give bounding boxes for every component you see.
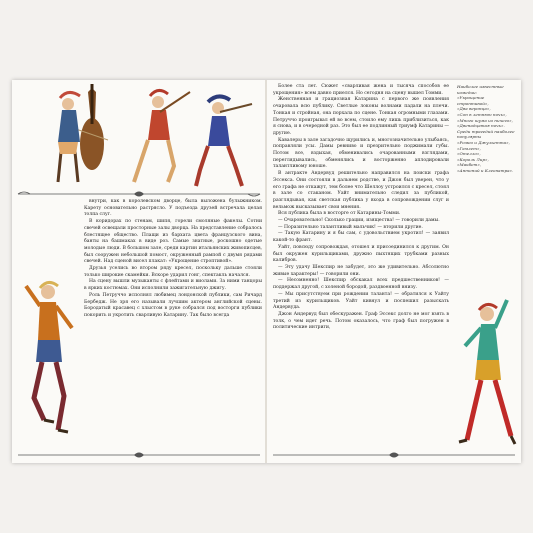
right-page <box>267 80 521 463</box>
musicians-illustration <box>40 82 260 192</box>
side-note-line: «Двенадцатая ночь». <box>457 123 505 129</box>
side-note-line: «Много шума из ничего», <box>457 117 513 123</box>
paragraph: В антракте Андервуд решительно направился на поиски графа Эссекса. Они состояли в дальнем родстве, и Джон был уверен, что у его графа не откажут, тем более что Шеллоу устроился с кресел, стоял в зале со стаканом. Уайт внимательно следил за публикой, разглядывая, как светская публика у входа в сопровождении слуг и вельмож высказывает свои мнения. <box>273 171 449 210</box>
side-note-line: «Два веронца», <box>457 106 491 112</box>
side-note-line: «Макбет», <box>457 162 482 168</box>
side-note-line: Наиболее известные комедии: <box>457 84 504 95</box>
dancer-right-illustration <box>455 290 517 455</box>
right-page-text-top <box>273 84 449 332</box>
left-page <box>12 80 266 463</box>
paragraph: Более ста лет. Сюжет «сварливая жена и тысяча способов ее укрощения» всем давно приелся. Но сегодня на сцену вышел Томми. <box>273 84 449 96</box>
paragraph: На сцену вышли музыканты с флейтами и виолами. За ними танцоры в ярких костюмах. Они исполнили зажигательную джигу. <box>84 279 262 292</box>
paragraph: Уайт, повсюду сопровождая, отошел и присоединился к другим. Он был окружен курильщиками, дружно пыхтящих трубками разных калибров. <box>273 244 449 264</box>
side-note-line: «Антоний и Клеопатра». <box>457 167 514 173</box>
side-note-line: «Укрощение строптивой», <box>457 95 489 106</box>
paragraph: Вся публика была в восторге от Катарины-Томми. <box>278 211 401 217</box>
left-page-text <box>84 199 262 320</box>
side-note-line: «Король Лир», <box>457 156 489 162</box>
paragraph: Друзья уселись во втором ряду кресел, поскольку дальше стояли только широкие скамейки. Вскоре ударил гонг, спектакль начался. <box>84 266 262 278</box>
paragraph: — Несомненно! Шекспир обскакал всех предшественников! — поддержал другой, с холеной бородой, раздвоенной внизу. <box>273 278 449 291</box>
side-note-line: «Отелло», <box>457 151 481 157</box>
book-spread <box>12 80 521 463</box>
side-note <box>457 84 517 174</box>
paragraph: — Эту удачу Шекспир не забудет, это же удивительно. Абсолютно живые характеры! — говорили они. <box>273 264 449 277</box>
paragraph: — Очаровательно! Сколько грации, изящества! — говорили дамы. <box>278 218 440 224</box>
paragraph: Кавалеры в зале загадочно щурились и, многозначительно улыбаясь, поправляли усы. Дамы ревниво и презрительно поджимали губы. Потом все, вздыхая, обменивались очарованными взглядами, переглядывались, обменялись и восторженно аплодировали талантливому юноше. <box>273 137 449 170</box>
side-note-line: «Сон в летнюю ночь», <box>457 111 507 117</box>
paragraph: Женственная и грациозная Катарина с первого же появления очаровала всю публику. Светлые локоны волнами падали на плечи. Тонкая и стройная, она порхала по сцене. Тонкая огромными глазами. Петруччо проигрывал ей во всем, стоило ему лишь приблизиться, как я снова, и в очередной раз. Это был ее подлинный триумф Катарины — другие. <box>273 97 449 136</box>
paragraph: Роль Петруччо исполнял любимец лондонской публики, сам Ричард Бербедж. Не зря его называли лучшим актером английской сцены. Бородатый красавец с хлыстом в руке собрался под восторги публики покорить и укротить сварливую Катарину. Так было всегда <box>84 292 262 318</box>
paragraph: Джон Андервуд был обескуражен. Граф Эссекс долго не мог взять в толк, о чем идет речь. Потом оказалось, что граф был погружен в политические интриги, <box>273 311 449 331</box>
side-note-line: Среди трагедий наиболее популярны <box>457 128 515 140</box>
bottom-ornament-divider <box>271 450 517 460</box>
side-note-line: «Ромео и Джульетта», «Гамлет», <box>457 139 510 151</box>
bottom-ornament-divider <box>16 450 262 460</box>
dancer-left-illustration <box>18 270 80 450</box>
paragraph: — Мы присутствуем при рождении таланта! — обратился к Уайту третий из курильщиков. Уайт кивнул и поспешил разыскать Андервуда. <box>273 291 449 311</box>
paragraph: — Такую Катарину и я бы сам, с удовольствием укротил! — заявил какой-то франт. <box>273 231 449 244</box>
paragraph: внутри, как в королевском дворце, была выложена булыжником. Карету основательно растрясло. У подъезда друзей встречала целая толпа слуг. <box>84 199 262 218</box>
top-ornament-divider <box>16 189 262 199</box>
paragraph: В коридорах по стенам, шипя, горели смоляные факелы. Сотни свечей освещали просторные залы дворца. На представление собралось блестящее общество. Плащи из бархата цвета французского вина, банты на башмаках в виде роз. Самые знатные, роскошно одетые молодые люди. В большом зале, среди картин итальянских живописцев, был сооружен небольшой помост, окруженный рампой с двумя рядами свечей. Над сценой висел плакат: «Укрощение строптивой». <box>84 219 262 265</box>
paragraph: — Поразительно талантливый мальчик! — вторили другие. <box>278 224 423 230</box>
